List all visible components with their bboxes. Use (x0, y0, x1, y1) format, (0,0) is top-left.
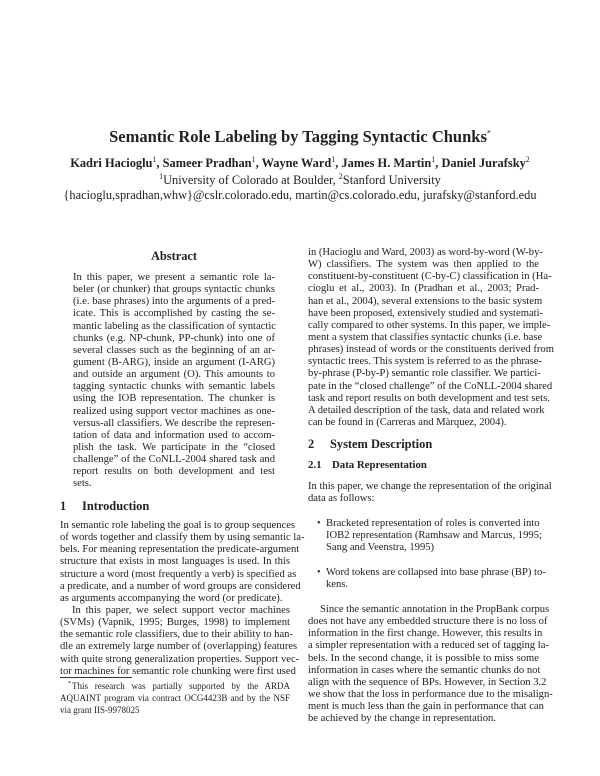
title-text: Semantic Role Labeling by Tagging Syntactic Chunks (109, 127, 487, 146)
text-line: using the IOB representation. The chunker is (73, 393, 275, 405)
affil-mark-1: 1 (159, 172, 164, 181)
bullet-item-2 (317, 567, 546, 591)
author-name: Sameer Pradhan (162, 156, 252, 171)
section-2-heading (308, 437, 432, 452)
section-number: 1 (60, 499, 67, 513)
text-line: cioglu et al., 2003). In (Pradhan et al., 2003; Prad- (308, 283, 539, 295)
author-affil-mark: 2 (525, 155, 530, 164)
section-number: 2 (308, 437, 315, 451)
text-line: realized using support vector machines as one- (73, 405, 275, 417)
text-line: via grant IIS-9978025 (60, 704, 140, 715)
affiliations (0, 172, 600, 188)
text-line: gument (B-ARG), inside an argument (I-ARG) (73, 356, 275, 368)
text-line: structure a word (most frequently a verb) is specified as (60, 568, 297, 580)
abstract-heading: Abstract (150, 249, 198, 263)
intro-paragraph-1 (60, 520, 305, 605)
text-line: a predicate, and a number of word groups are considered (60, 580, 301, 592)
text-line: AQUAINT program via contract OCG4423B and by the NSF (60, 692, 290, 703)
text-line: align with the sequence of BPs. However, in Section 3.2 (308, 676, 547, 688)
text-line: beler (or chunker) that groups syntactic chunks (73, 284, 275, 296)
text-line: Word tokens are collapsed into base phrase (BP) to- (326, 567, 546, 578)
section-title: System Description (330, 437, 433, 451)
text-line: in (Hacioglu and Ward, 2003) as word-by-word (W-by- (308, 247, 543, 258)
text-line: report results on both development and test (73, 466, 275, 478)
footnote-rule (60, 677, 132, 678)
text-line: phrases) instead of words or the constituents derived from (308, 344, 554, 356)
text-line: versus-all classifiers. We describe the represen- (73, 417, 275, 429)
right-paragraph-3 (308, 604, 553, 725)
text-line: bels. For meaning representation the predicate-argument (60, 544, 300, 556)
subsection-title: Data Representation (332, 459, 427, 471)
abstract-body (73, 272, 275, 491)
paper-title (0, 127, 600, 147)
text-line: we show that the loss in performance due to the misalign- (308, 688, 553, 700)
text-line: IOB2 representation (Ramhsaw and Marcus, 1995; (326, 530, 542, 542)
section-1-heading (60, 499, 149, 514)
footnote-text (60, 681, 290, 716)
text-line: (SVMs) (Vapnik, 1995; Burges, 1998) to implement (60, 617, 290, 629)
subsection-2-1-heading (308, 459, 427, 471)
author-affil-mark: 1 (331, 155, 336, 164)
author-affil-mark: 1 (431, 155, 436, 164)
bullet-text (326, 567, 546, 591)
text-line: cally compared to other systems. In this paper, we imple- (308, 319, 551, 331)
author-name: Kadri Hacioglu (70, 156, 153, 171)
text-line: be achieved by the change in representation. (308, 713, 496, 725)
text-line: syntactic trees. This system is referred to as the phrase- (308, 356, 542, 368)
text-line: kens. (326, 579, 349, 591)
text-line: tor machines for semantic role chunking were first used (60, 665, 296, 677)
right-paragraph-1 (308, 247, 554, 429)
subsection-number: 2.1 (308, 459, 322, 471)
text-line: and outside an argument (O). This amounts to (73, 369, 275, 381)
affil-2: Stanford University (342, 173, 441, 188)
text-line: Since the semantic annotation in the PropBank corpus (320, 604, 550, 615)
author-name: Wayne Ward (261, 156, 332, 171)
text-line: chunks (e.g. NP-chunk, PP-chunk) into one of (73, 332, 275, 344)
footnote-mark: * (68, 681, 71, 687)
text-line: task and report results on both development and test sets. (308, 392, 550, 404)
bullet-icon: • (317, 567, 321, 578)
author-emails: {hacioglu,spradhan,whw}@cslr.colorado.edu, martin@cs.colorado.edu, jurafsky@stanford.edu (63, 188, 537, 202)
text-line: mantic labeling as the classification of syntactic (73, 320, 276, 332)
bullet-text (326, 518, 542, 554)
text-line: In this paper, we select support vector machines (72, 605, 290, 616)
text-line: ment is much less than the gain in performance that can (308, 701, 544, 713)
text-line: the semantic role classifiers, due to their ability to han- (60, 629, 293, 641)
text-line: ment a system that classifies syntactic chunks (i.e. base (308, 331, 543, 343)
text-line: information in the first change. However, this results in (308, 628, 543, 640)
title-footnote-mark: * (486, 128, 491, 138)
text-line: In semantic role labeling the goal is to group sequences (60, 520, 296, 531)
text-line: icate. This is accomplished by casting the se- (73, 308, 275, 320)
text-line: han et al., 2004), several extensions to the basic system (308, 295, 543, 307)
text-line: tation of data and information used to accom- (73, 429, 275, 441)
text-line: does not have any embedded structure there is no loss of (308, 616, 548, 628)
author-name: James H. Martin (341, 156, 432, 171)
text-line: plish the task. We participate in the “closed (73, 441, 275, 453)
text-line: tagging syntactic chunks with semantic labels (73, 381, 275, 393)
author-name: Daniel Jurafsky (441, 156, 526, 171)
intro-paragraph-2 (60, 605, 300, 678)
text-line: by-phrase (P-by-P) semantic role classifier. We partici- (308, 368, 541, 380)
text-line: This research was partially supported by the ARDA (72, 681, 290, 691)
data-repr-paragraph (308, 481, 552, 505)
text-line: dle an extremely large number of (overlapping) features (60, 641, 298, 653)
text-line: In this paper, we present a semantic role la- (73, 272, 275, 283)
text-line: a simpler representation with a reduced set of tagging la- (308, 640, 549, 652)
text-line: data as follows: (308, 493, 375, 505)
author-list: Kadri Hacioglu$^1$, Sameer Pradhan$^1$, Wayne Ward$^1$, James H. Martin$^1$, Daniel Jurafsky$^2$ (70, 155, 530, 171)
text-line: as arguments accompanying the word (or predicate). (60, 592, 283, 604)
text-line: pate in the “closed challenge” of the CoNLL-2004 shared (308, 380, 553, 392)
author-affil-mark: 1 (251, 155, 256, 164)
text-line: several classes such as the beginning of an ar- (73, 344, 275, 356)
text-line: W) classifiers. The system was then applied to the (308, 259, 539, 271)
text-line: with quite strong generalization properties. Support vec- (60, 653, 300, 665)
section-title: Introduction (82, 499, 150, 513)
bullet-icon: • (317, 518, 321, 529)
text-line: constituent-by-constituent (C-by-C) classification in (Ha- (308, 271, 552, 283)
bullet-item-1 (317, 518, 542, 554)
text-line: A detailed description of the task, data and related work (308, 404, 545, 416)
affil-1: University of Colorado at Boulder, (163, 173, 339, 188)
footnote (60, 681, 290, 716)
text-line: can be found in (Carreras and Màrquez, 2004). (308, 416, 507, 428)
text-line: have been proposed, extensively studied and systemati- (308, 307, 544, 319)
text-line: Bracketed representation of roles is converted into (326, 518, 540, 529)
text-line: challenge” of the CoNLL-2004 shared task and (73, 454, 275, 466)
affil-mark-2: 2 (338, 172, 343, 181)
text-line: (i.e. base phrases) into the arguments of a pred- (73, 296, 275, 308)
text-line: Sang and Veenstra, 1995) (326, 542, 435, 554)
text-line: structure that exists in most languages is used. In this (60, 556, 290, 568)
text-line: In this paper, we change the representation of the original (308, 481, 552, 492)
text-line: of words together and classify them by using semantic la- (60, 532, 305, 544)
text-line: sets. (73, 478, 92, 490)
text-line: information in cases where the semantic chunks do not (308, 664, 541, 676)
author-affil-mark: 1 (152, 155, 157, 164)
text-line: bels. In the second change, it is possible to miss some (308, 652, 539, 664)
